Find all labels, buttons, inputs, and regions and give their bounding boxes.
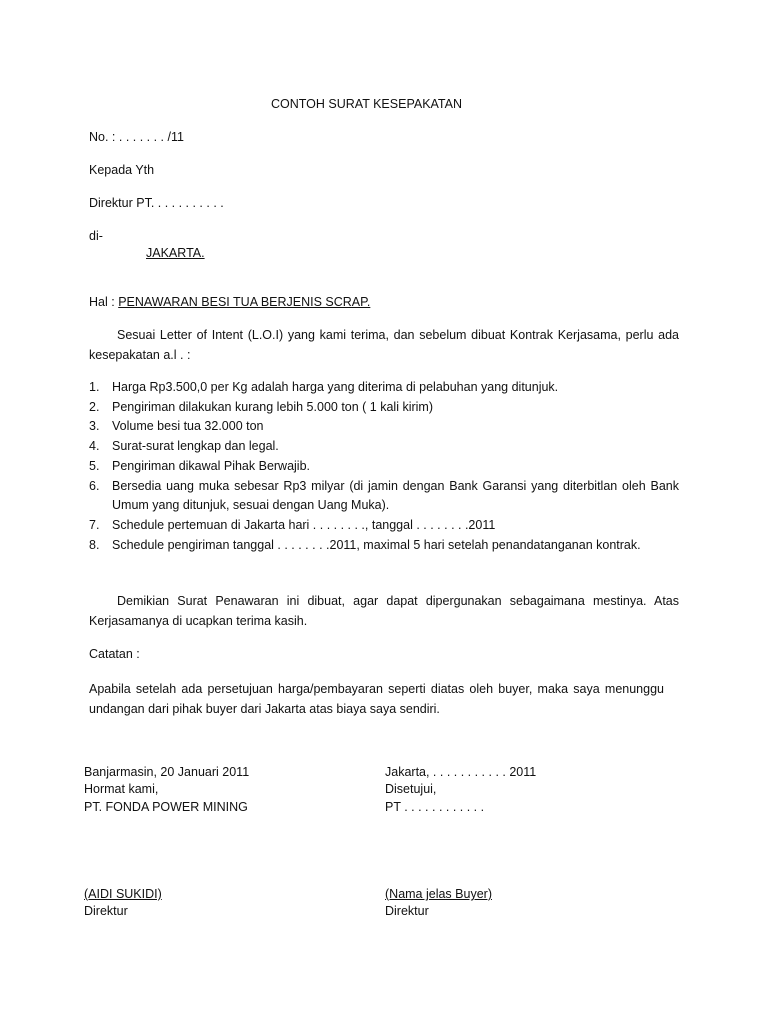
- subject-label: Hal :: [89, 295, 119, 309]
- buyer-name: (Nama jelas Buyer): [385, 887, 492, 901]
- list-item: [89, 457, 679, 477]
- list-item-text: Schedule pertemuan di Jakarta hari . . . . . . . ., tanggal . . . . . . . .2011: [112, 517, 496, 532]
- buyer-place-date: Jakarta, . . . . . . . . . . . 2011: [385, 765, 537, 779]
- buyer-position: Direktur: [385, 904, 429, 918]
- list-item-number: 6.: [89, 478, 100, 493]
- list-item-number: 3.: [89, 419, 100, 434]
- list-item-text: Schedule pengiriman tanggal . . . . . . . .2011, maximal 5 hari setelah penandatanganan kontrak.: [112, 537, 641, 552]
- sender-position: Direktur: [84, 904, 128, 918]
- subject-line: [89, 294, 370, 310]
- list-item: [89, 437, 679, 457]
- list-item: [89, 378, 679, 398]
- subject-text: PENAWARAN BESI TUA BERJENIS SCRAP.: [118, 295, 371, 309]
- letter-number: No. : . . . . . . . /11: [89, 130, 184, 144]
- sender-company: PT. FONDA POWER MINING: [84, 800, 248, 814]
- list-item-text: Volume besi tua 32.000 ton: [112, 419, 264, 434]
- list-item-text: Bersedia uang muka sebesar Rp3 milyar (di jamin dengan Bank Garansi yang diterbitlan oleh Bank Umum yang ditunjuk, sesuai dengan Uang Muka).: [112, 478, 679, 513]
- list-item: [89, 516, 679, 536]
- buyer-company: PT . . . . . . . . . . . .: [385, 800, 485, 814]
- sender-regards: Hormat kami,: [84, 782, 159, 796]
- note-label: Catatan :: [89, 647, 140, 661]
- sender-name: (AIDI SUKIDI): [84, 887, 162, 901]
- note-text: Apabila setelah ada persetujuan harga/pembayaran seperti diatas oleh buyer, maka saya menunggu undangan dari pihak buyer dari Jakarta atas biaya saya sendiri.: [89, 682, 664, 716]
- list-item-text: Harga Rp3.500,0 per Kg adalah harga yang diterima di pelabuhan yang ditunjuk.: [112, 380, 559, 394]
- list-item: [89, 398, 679, 418]
- sender-place-date: Banjarmasin, 20 Januari 2011: [84, 765, 250, 779]
- list-item-number: 8.: [89, 537, 100, 552]
- list-item-text: Pengiriman dikawal Pihak Berwajib.: [112, 458, 311, 473]
- buyer-approved: Disetujui,: [385, 782, 437, 796]
- document-title: CONTOH SURAT KESEPAKATAN: [271, 97, 463, 111]
- list-item-number: 7.: [89, 517, 100, 532]
- closing-paragraph: Demikian Surat Penawaran ini dibuat, agar dapat dipergunakan sebagaimana mestinya. Atas Kerjasamanya di ucapkan terima kasih.: [89, 594, 679, 628]
- recipient-city: JAKARTA.: [146, 246, 205, 260]
- list-item-text: Surat-surat lengkap dan legal.: [112, 439, 279, 454]
- intro-paragraph: Sesuai Letter of Intent (L.O.I) yang kami terima, dan sebelum dibuat Kontrak Kerjasama, perlu ada kesepakatan a.l . :: [89, 328, 679, 362]
- list-item-number: 1.: [89, 380, 100, 394]
- list-item-number: 4.: [89, 439, 100, 454]
- list-item: [89, 477, 679, 516]
- list-item-number: 2.: [89, 399, 100, 414]
- recipient-addressee: Direktur PT. . . . . . . . . . .: [89, 196, 224, 210]
- list-item-number: 5.: [89, 458, 100, 473]
- recipient-di: di-: [89, 229, 103, 243]
- agreement-list: [89, 378, 679, 555]
- list-item: [89, 536, 679, 556]
- list-item: [89, 417, 679, 437]
- recipient-greeting: Kepada Yth: [89, 163, 155, 177]
- list-item-text: Pengiriman dilakukan kurang lebih 5.000 ton ( 1 kali kirim): [112, 399, 433, 414]
